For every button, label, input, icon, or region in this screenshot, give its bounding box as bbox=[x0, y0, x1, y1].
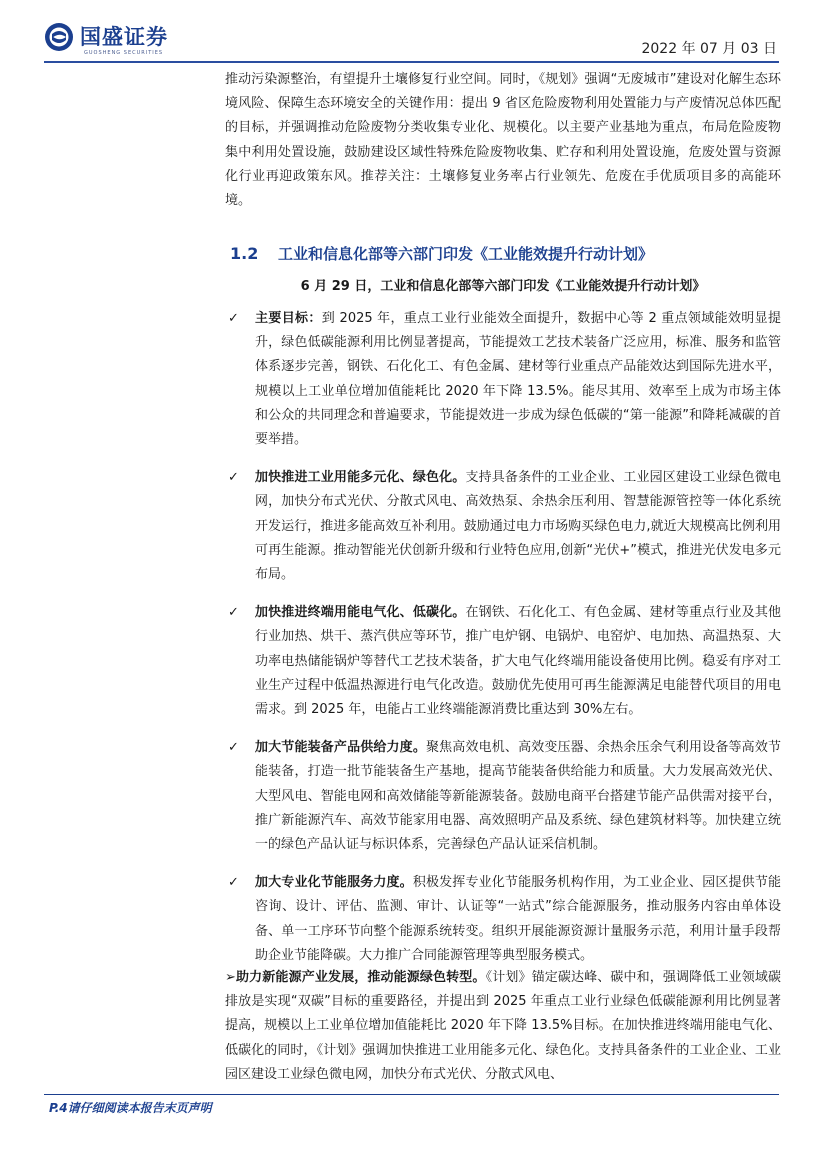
bullet-item bbox=[225, 871, 781, 968]
bullet-body: 聚焦高效电机、高效变压器、余热余压余气利用设备等高效节能装备，打造一批节能装备生产基地，提高节能装备供给能力和质量。大力发展高效光伏、大型风电、智能电网和高效储能等新能源装备。鼓励电商平台搭建节能产品供需对接平台，推广新能源汽车、高效节能家用电器、高效照明产品及系统、绿色建筑材料等。加快建立统一的绿色产品认证与标识体系，完善绿色产品认证采信机制。 bbox=[255, 740, 781, 853]
bullet-lead: 加快推进工业用能多元化、绿色化。 bbox=[255, 470, 466, 486]
bullet-item bbox=[225, 601, 781, 722]
brand-name: 国盛证券 bbox=[80, 24, 168, 49]
header-divider bbox=[44, 61, 779, 63]
page-footer bbox=[44, 1094, 779, 1118]
bullet-text bbox=[255, 466, 781, 587]
arrow-paragraph-text bbox=[225, 966, 781, 1087]
bullet-item bbox=[225, 736, 781, 857]
bullet-lead: 加大专业化节能服务力度。 bbox=[255, 875, 413, 891]
bullet-lead: 加快推进终端用能电气化、低碳化。 bbox=[255, 605, 466, 621]
checkmark-icon: ✓ bbox=[228, 875, 239, 891]
bullet-item bbox=[225, 466, 781, 587]
checkmark-icon: ✓ bbox=[228, 470, 239, 486]
brand-name-en: GUOSHENG SECURITIES bbox=[84, 50, 164, 56]
arrow-paragraph-lead: 助力新能源产业发展，推动能源绿色转型。 bbox=[235, 970, 486, 985]
checkmark-icon: ✓ bbox=[228, 740, 239, 756]
section-heading bbox=[230, 242, 790, 266]
footer-disclaimer: P.4请仔细阅读本报告末页声明 bbox=[49, 1101, 212, 1115]
bullet-item bbox=[225, 307, 781, 452]
report-date: 2022 年 07 月 03 日 bbox=[641, 41, 777, 57]
bullet-text bbox=[255, 307, 781, 452]
bullet-lead: 加大节能装备产品供给力度。 bbox=[255, 740, 426, 756]
footer-divider bbox=[44, 1094, 779, 1095]
bullet-body: 到 2025 年，重点工业行业能效全面提升，数据中心等 2 重点领域能效明显提升，绿色低碳能源利用比例显著提高，节能提效工艺技术装备广泛应用，标准、服务和监管体系逐步完善，钢铁、石化化工、有色金属、建材等行业重点产品能效达到国际先进水平，规模以上工业单位增加值能耗比 2020 年下降 13.5%。能尽其用、效率至上成为市场主体和公众的共同理念和普遍要求，节能提效进一步成为绿色低碳的“第一能源”和降耗减碳的首要举措。 bbox=[255, 311, 781, 448]
bullet-text bbox=[255, 871, 781, 968]
bullet-body: 积极发挥专业化节能服务机构作用，为工业企业、园区提供节能咨询、设计、评估、监测、审计、认证等“一站式”综合能源服务，推动服务内容由单体设备、单一工序环节向整个能源系统转变。组织开展能源资源计量服务示范，利用计量手段帮助企业节能降碳。大力推广合同能源管理等典型服务模式。 bbox=[255, 875, 781, 963]
arrow-paragraph bbox=[225, 966, 781, 1087]
arrow-paragraph-body: 《计划》锚定碳达峰、碳中和，强调降低工业领域碳排放是实现“双碳”目标的重要路径，并提出到 2025 年重点工业行业绿色低碳能源利用比例显著提高，规模以上工业单位增加值能耗比 2020 年下降 13.5%目标。在加快推进终端用能电气化、低碳化的同时，《计划》强调加快推进工业用能多元化、绿色化。支持具备条件的工业企业、工业园区建设工业绿色微电网，加快分布式光伏、分散式风电、 bbox=[225, 970, 781, 1082]
arrow-marker-icon: ➢ bbox=[225, 970, 236, 985]
section-title: 工业和信息化部等六部门印发《工业能效提升行动计划》 bbox=[278, 245, 654, 263]
bullet-body: 支持具备条件的工业企业、工业园区建设工业绿色微电网，加快分布式光伏、分散式风电、高效热泵、余热余压利用、智慧能源管控等一体化系统开发运行，推进多能高效互补利用。鼓励通过电力市场购买绿色电力,就近大规模高比例利用可再生能源。推动智能光伏创新升级和行业特色应用,创新“光伏+”模式，推进光伏发电多元布局。 bbox=[255, 470, 781, 583]
section-subtitle: 6 月 29 日，工业和信息化部等六部门印发《工业能效提升行动计划》 bbox=[300, 279, 706, 294]
brand-logo bbox=[44, 22, 168, 52]
checkmark-icon: ✓ bbox=[228, 605, 239, 621]
section-number: 1.2 bbox=[230, 244, 259, 263]
brand-logo-icon bbox=[44, 22, 74, 52]
bullet-list bbox=[225, 307, 781, 982]
bullet-text bbox=[255, 736, 781, 857]
bullet-text bbox=[255, 601, 781, 722]
bullet-lead: 主要目标： bbox=[255, 311, 322, 326]
page-header bbox=[0, 0, 827, 62]
intro-block bbox=[225, 64, 781, 213]
bullet-body: 在钢铁、石化化工、有色金属、建材等重点行业及其他行业加热、烘干、蒸汽供应等环节，推广电炉钢、电锅炉、电窑炉、电加热、高温热泵、大功率电热储能锅炉等替代工艺技术装备，扩大电气化终端用能设备使用比例。稳妥有序对工业生产过程中低温热源进行电气化改造。鼓励优先使用可再生能源满足电能替代项目的用电需求。到 2025 年，电能占工业终端能源消费比重达到 30%左右。 bbox=[255, 605, 781, 718]
checkmark-icon: ✓ bbox=[228, 311, 239, 326]
intro-paragraph: 推动污染源整治，有望提升土壤修复行业空间。同时，《规划》强调“无废城市”建设对化解生态环境风险、保障生态环境安全的关键作用：提出 9 省区危险废物利用处置能力与产废情况总体匹配的目标，并强调推动危险废物分类收集专业化、规模化。以主要产业基地为重点，布局危险废物集中利用处置设施，鼓励建设区域性特殊危险废物收集、贮存和利用处置设施，危废处置与资源化行业再迎政策东风。推荐关注：土壤修复业务率占行业领先、危废在手优质项目多的高能环境。 bbox=[225, 72, 781, 209]
